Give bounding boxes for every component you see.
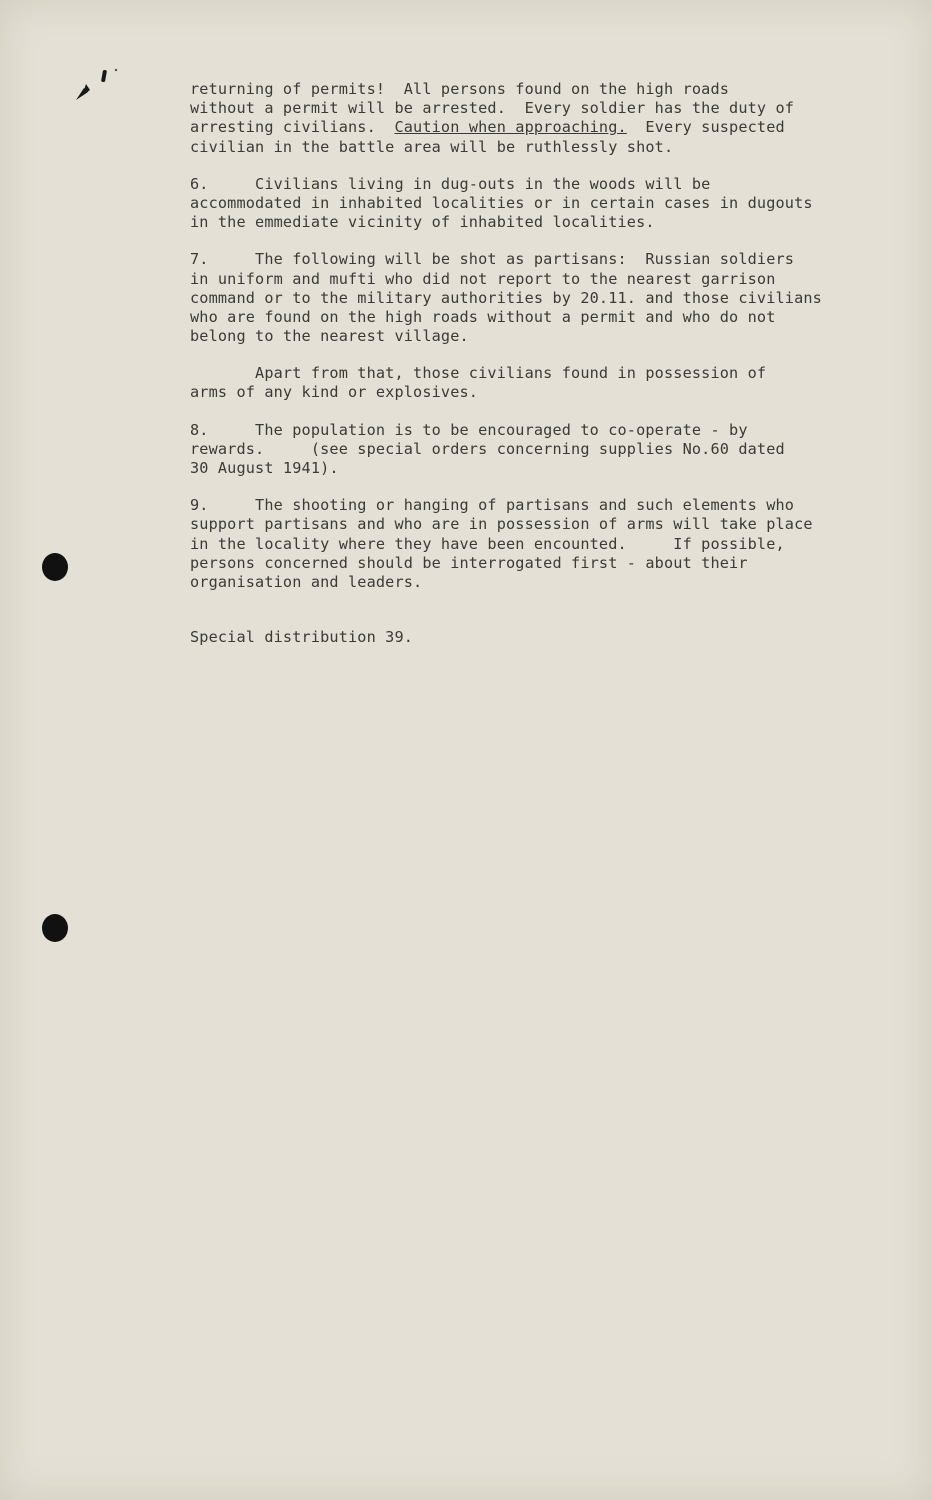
paragraph-9-line: 9. The shooting or hanging of partisans and such elements who [190, 496, 795, 515]
paragraph-7-line: 7. The following will be shot as partisans: Russian soldiers [190, 250, 795, 269]
paragraph-9-line: in the locality where they have been encounted. If possible, [190, 534, 785, 553]
paragraph-8-line: rewards. (see special orders concerning supplies No.60 dated [190, 439, 785, 458]
paragraph-6-line: in the emmediate vicinity of inhabited localities. [190, 213, 655, 232]
distribution-note: Special distribution 39. [190, 628, 414, 647]
text-segment: Every suspected [626, 118, 785, 137]
text-line: returning of permits! All persons found on the high roads [190, 80, 730, 98]
paragraph-6-line: 6. Civilians living in dug-outs in the woods will be [190, 174, 711, 193]
document-body [190, 80, 870, 647]
text-segment: arresting civilians. [190, 118, 395, 137]
paragraph-9-line: persons concerned should be interrogated first - about their [190, 553, 748, 572]
paragraph-8-line: 8. The population is to be encouraged to co-operate - by [190, 420, 748, 439]
paragraph-8-line: 30 August 1941). [190, 459, 339, 477]
paragraph-9-line: support partisans and who are in possession of arms will take place [190, 515, 813, 534]
text-line [190, 118, 870, 137]
paragraph-7-line: belong to the nearest village. [190, 327, 469, 346]
paragraph-7-line: who are found on the high roads without a permit and who do not [190, 307, 776, 326]
ink-mark-icon [72, 66, 122, 106]
paragraph-7b-line: arms of any kind or explosives. [190, 383, 479, 402]
paragraph-7b-line: Apart from that, those civilians found in possession of [190, 364, 767, 383]
punch-hole-lower [42, 914, 68, 942]
text-line: without a permit will be arrested. Every soldier has the duty of [190, 99, 795, 118]
paragraph-6-line: accommodated in inhabited localities or in certain cases in dugouts [190, 193, 813, 212]
paragraph-9-line: organisation and leaders. [190, 572, 423, 591]
paragraph-7-line: in uniform and mufti who did not report to the nearest garrison [190, 269, 776, 288]
paragraph-7-line: command or to the military authorities by 20.11. and those civilians [190, 288, 822, 307]
punch-hole-upper [42, 553, 68, 581]
underlined-caution: Caution when approaching. [394, 118, 627, 137]
text-line: civilian in the battle area will be ruthlessly shot. [190, 137, 674, 156]
